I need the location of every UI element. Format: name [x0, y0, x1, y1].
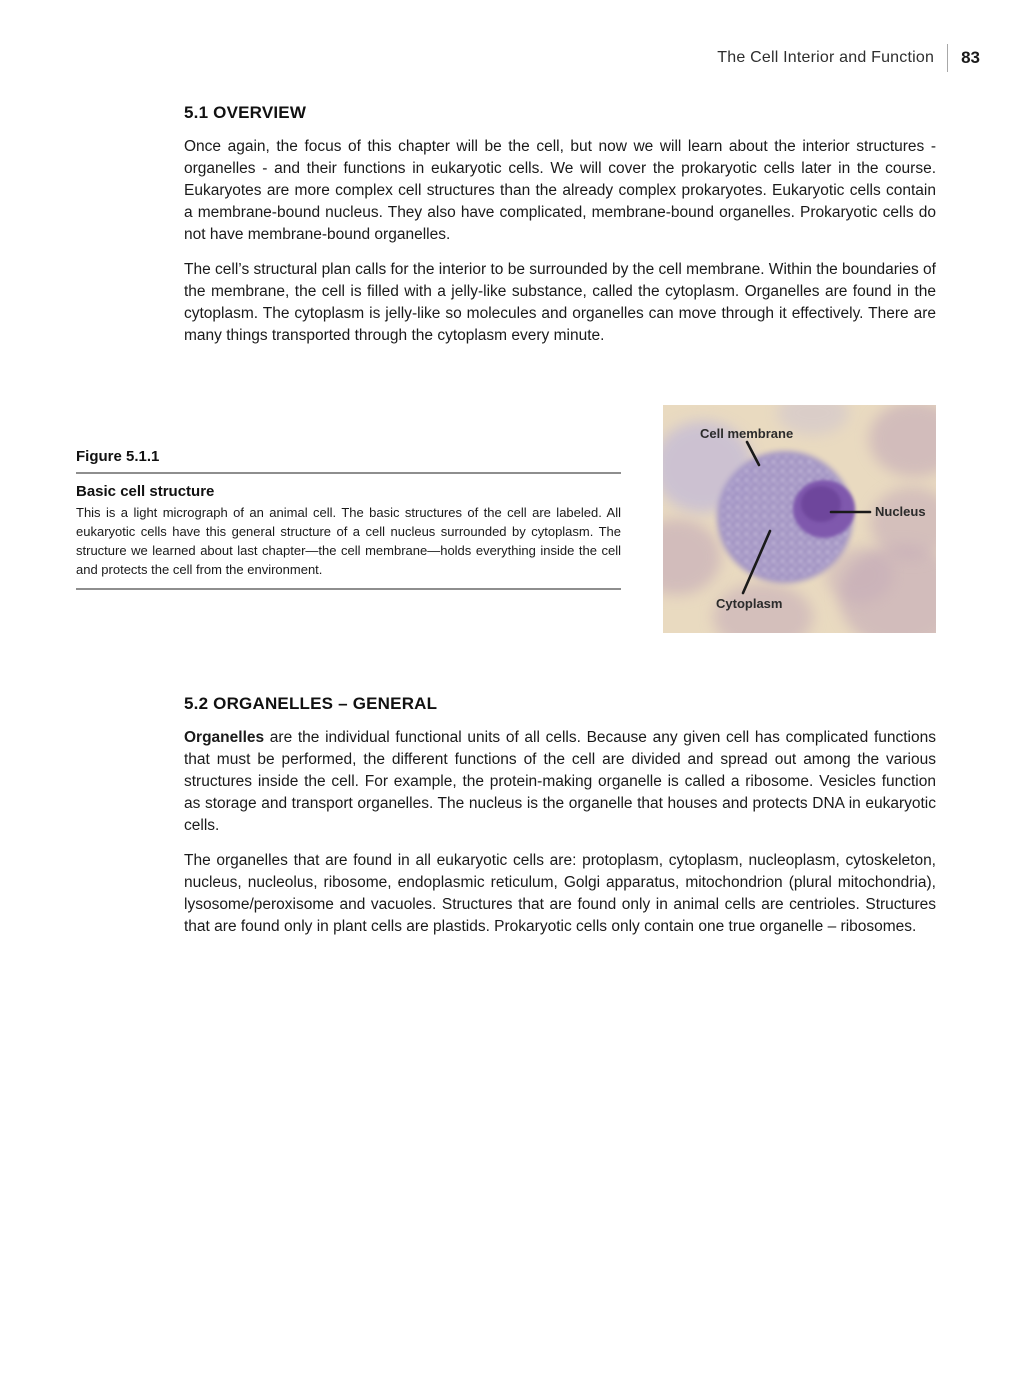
section-overview — [184, 103, 936, 360]
cell-membrane-label: Cell membrane — [700, 426, 794, 441]
page-header — [717, 44, 980, 72]
micrograph-figure — [663, 405, 936, 633]
organelles-term: Organelles — [184, 729, 265, 746]
figure-rule-top — [76, 472, 621, 474]
section-heading-5-2: 5.2 ORGANELLES – GENERAL — [184, 694, 438, 713]
nucleus-label: Nucleus — [875, 504, 926, 519]
figure-caption-text: This is a light micrograph of an animal cell. The basic structures of the cell are labeled. All eukaryotic cells have this general structure of a cell nucleus surrounded by cytoplasm. The structure we learned about last chapter—the cell membrane—holds everything inside the cell and protects the cell from the environment. — [76, 505, 621, 577]
page-number: 83 — [961, 48, 980, 67]
overview-paragraph-1: Once again, the focus of this chapter will be the cell, but now we will learn about the interior structures - organelles - and their functions in eukaryotic cells. We will cover the prokaryotic cells later in the course. Eukaryotes are more complex cell structures than the already complex prokaryotes. Eukaryotic cells contain a membrane-bound nucleus. They also have complicated, membrane-bound organelles. Prokaryotic cells do not have membrane-bound organelles. — [184, 138, 936, 243]
header-divider — [947, 44, 948, 72]
figure-rule-bottom — [76, 588, 621, 590]
overview-paragraph-2: The cell’s structural plan calls for the interior to be surrounded by the cell membrane. Within the boundaries of the membrane, the cell is filled with a jelly-like substance, called the cytoplasm. Organelles are found in the cytoplasm. The cytoplasm is jelly-like so molecules and organelles can move through it effectively. There are many things transported through the cytoplasm every minute. — [184, 261, 936, 344]
section-organelles-general — [184, 694, 936, 951]
figure-caption-block — [76, 448, 621, 590]
nucleus-core — [801, 486, 841, 522]
figure-label: Figure 5.1.1 — [76, 448, 160, 465]
section-heading-5-1: 5.1 OVERVIEW — [184, 103, 307, 122]
organelles-paragraph-1-text: are the individual functional units of all cells. Because any given cell has complicated functions that must be performed, the different functions of the cell are divided and spread out among the various structures inside the cell. For example, the protein-making organelle is called a ribosome. Vesicles function as storage and transport organelles. The nucleus is the organelle that houses and protects DNA in eukaryotic cells. — [184, 729, 936, 834]
organelles-paragraph-1 — [184, 727, 936, 837]
figure-title: Basic cell structure — [76, 483, 215, 500]
organelles-paragraph-2: The organelles that are found in all eukaryotic cells are: protoplasm, cytoplasm, nucleoplasm, cytoskeleton, nucleus, nucleolus, ribosome, endoplasmic reticulum, Golgi apparatus, mitochondrion (plural mitochondria), lysosome/peroxisome and vacuoles. Structures that are found only in animal cells are centrioles. Structures that are found only in plant cells are plastids. Prokaryotic cells only contain one true organelle – ribosomes. — [184, 852, 936, 935]
running-title: The Cell Interior and Function — [717, 49, 935, 66]
cytoplasm-label: Cytoplasm — [716, 596, 783, 611]
micrograph-image — [663, 405, 936, 633]
